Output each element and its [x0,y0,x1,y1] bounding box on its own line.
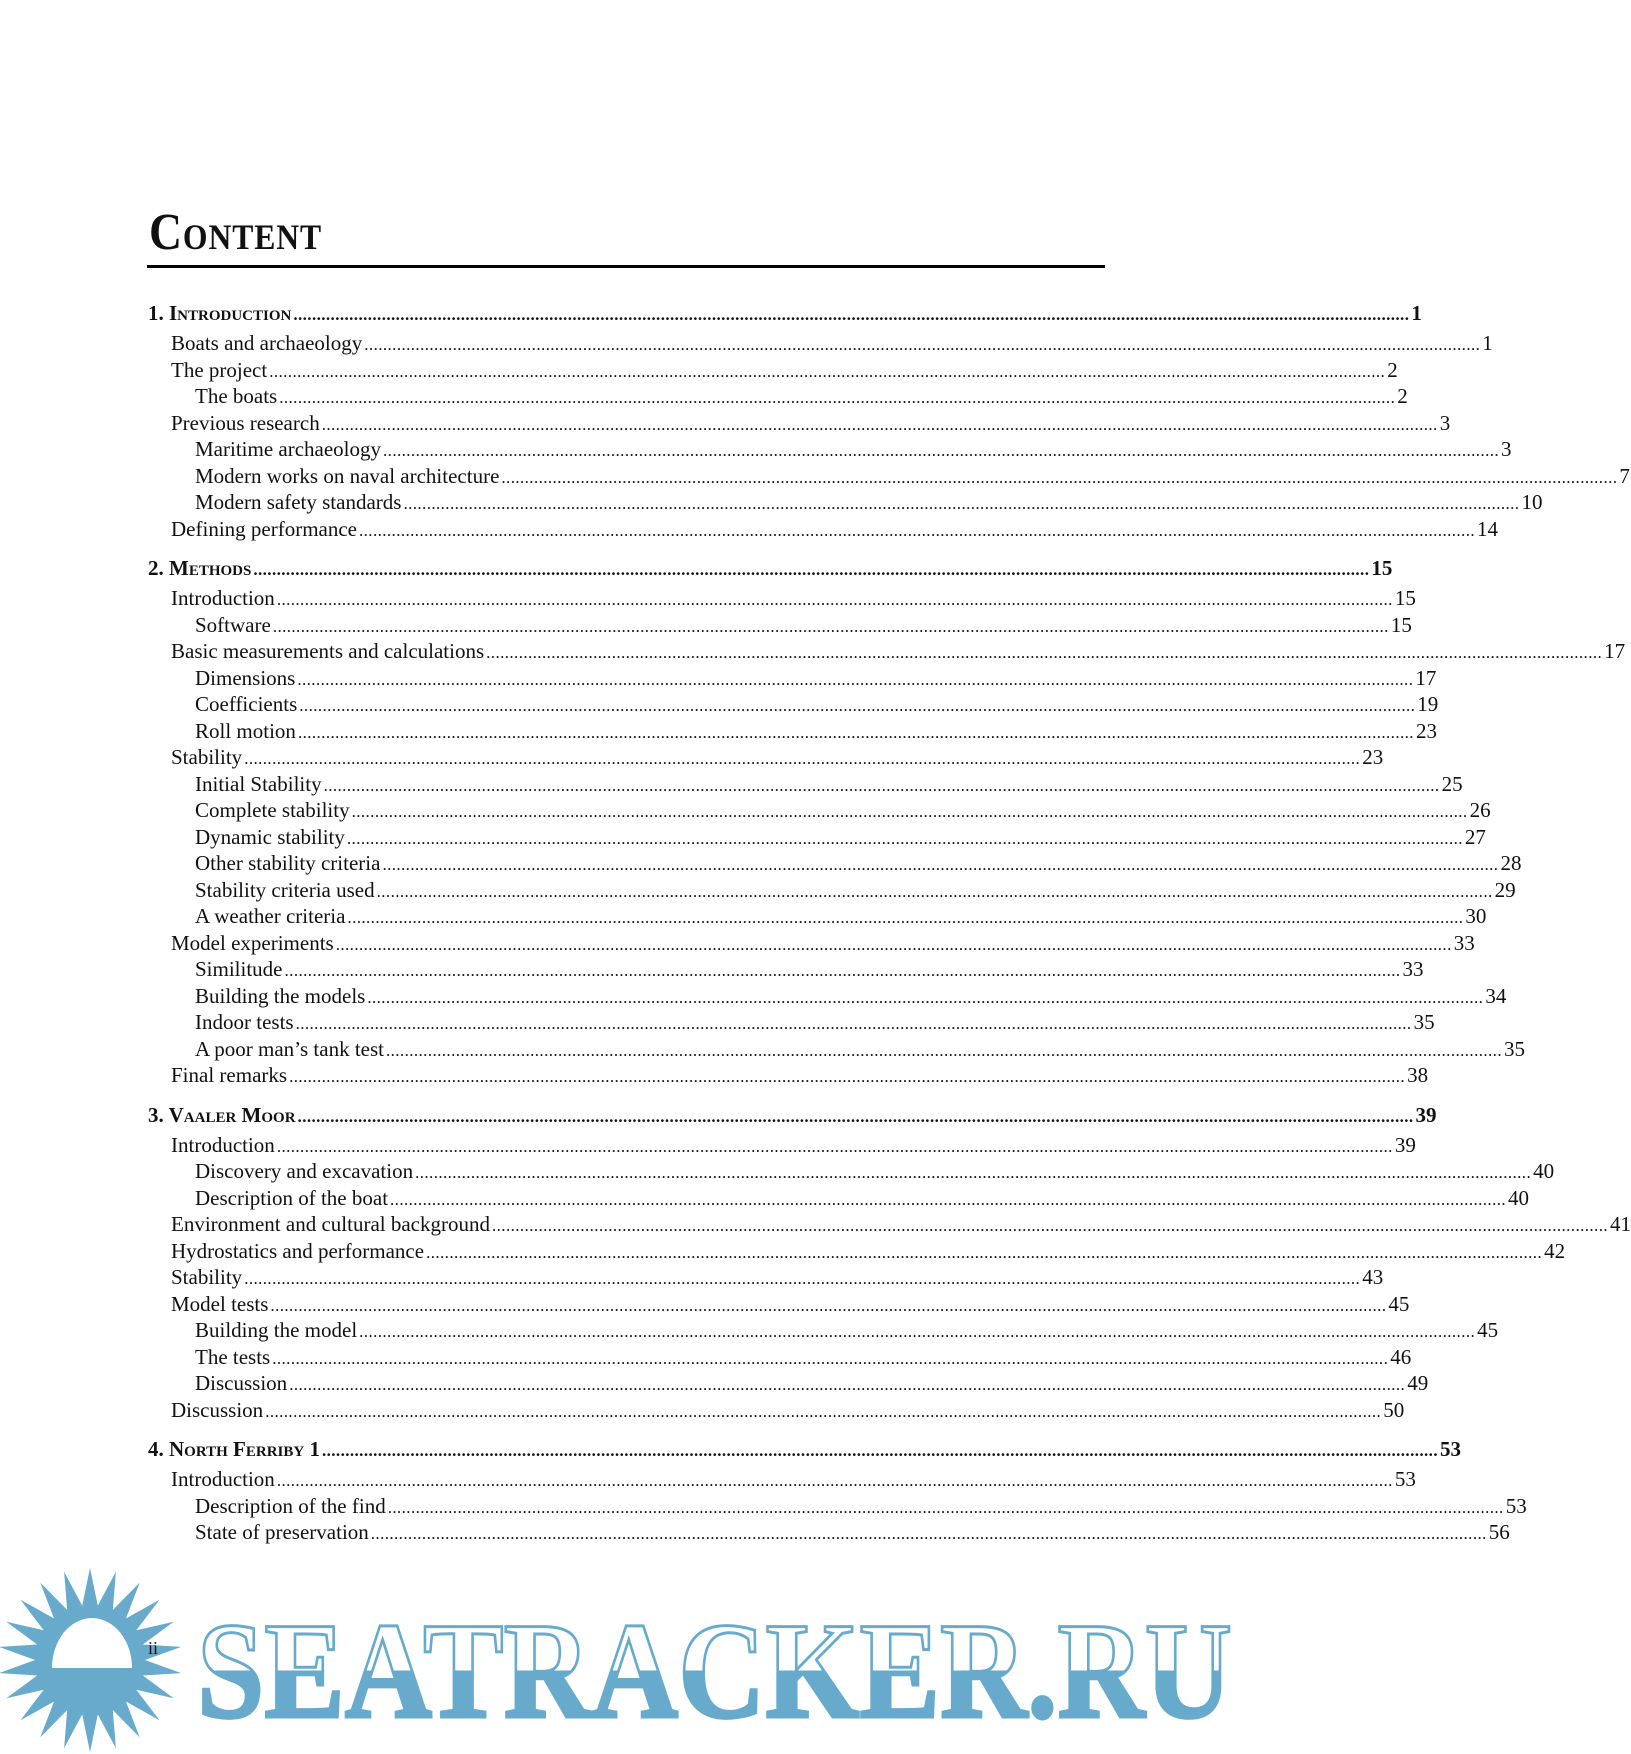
toc-page: 17 [1604,639,1626,663]
toc-page: 3 [1439,410,1451,435]
toc-entry[interactable] [148,691,1439,718]
toc-entry[interactable] [148,1185,1530,1212]
toc-page: 15 [1390,612,1412,637]
dot-leader [352,799,1468,826]
toc-entry[interactable] [148,824,1486,851]
dot-leader [501,465,1617,492]
dot-leader [486,640,1602,667]
toc-label: Modern safety standards [195,490,402,514]
toc-entry[interactable] [148,1264,1384,1291]
toc-entry[interactable] [148,903,1487,930]
toc-chapter[interactable] [148,298,1422,328]
toc-page: 3 [1501,437,1512,461]
sun-icon [0,1568,181,1752]
dot-leader [322,1436,1438,1466]
dot-leader [492,1213,1608,1240]
dot-leader [347,905,1463,932]
toc-page: 10 [1521,490,1543,514]
toc-label: Roll motion [195,718,296,743]
toc-label: Description of the boat [195,1185,389,1210]
toc-label: A weather criteria [195,904,346,928]
toc-label: Stability [171,1265,243,1289]
dot-leader [359,518,1475,545]
toc-entry[interactable] [148,1036,1525,1063]
page-number: ii [148,1638,159,1658]
toc-page: 41 [1610,1212,1631,1236]
toc-label: 2. Methods [148,556,252,580]
toc-page: 45 [1477,1318,1499,1342]
toc-entry[interactable] [148,1158,1555,1185]
dot-leader [244,1266,1360,1293]
dot-leader [253,555,1369,585]
toc-page: 50 [1383,1397,1405,1422]
dot-leader [296,1011,1412,1038]
toc-page: 40 [1508,1185,1530,1210]
toc-label: Environment and cultural background [171,1212,490,1236]
dot-leader [269,359,1385,386]
dot-leader [285,958,1401,985]
toc-page: 33 [1453,930,1475,955]
toc-page: 53 [1505,1493,1527,1518]
toc-page: 34 [1485,983,1507,1008]
toc-label: Discovery and excavation [195,1159,414,1183]
toc-entry[interactable] [148,1493,1527,1520]
toc-label: Model tests [171,1291,269,1316]
toc-entry[interactable] [148,1397,1405,1424]
toc-label: A poor man’s tank test [195,1036,384,1061]
toc-label: Final remarks [171,1063,288,1087]
toc-label: Modern works on naval architecture [195,463,500,488]
toc-entry[interactable] [148,1062,1429,1089]
dot-leader [279,385,1395,412]
toc-entry[interactable] [148,1291,1410,1318]
toc-entry[interactable] [148,1519,1510,1546]
toc-label: Indoor tests [195,1010,294,1034]
toc-chapter[interactable] [148,1100,1437,1130]
toc-label: Defining performance [171,516,357,541]
toc-label: Introduction [171,586,275,610]
toc-page: 39 [1394,1132,1416,1157]
toc-label: Previous research [171,410,320,435]
toc-page: 25 [1441,771,1463,796]
dot-leader [388,1495,1504,1522]
dot-leader [299,693,1415,720]
toc-label: Introduction [171,1467,275,1491]
toc-label: Discussion [195,1371,288,1395]
toc-label: 4. North Ferriby 1 [148,1437,320,1461]
dot-leader [383,438,1499,465]
toc-page: 7 [1619,463,1630,488]
toc-entry[interactable] [148,410,1451,437]
title-rule [147,265,1105,268]
dot-leader [364,332,1480,359]
toc-entry[interactable] [148,744,1384,771]
toc-page: 43 [1362,1265,1384,1289]
dot-leader [403,491,1519,518]
dot-leader [270,1293,1386,1320]
dot-leader [359,1319,1475,1346]
dot-leader [273,614,1389,641]
dot-leader [347,826,1463,853]
toc-page: 49 [1407,1371,1429,1395]
toc-entry[interactable] [148,956,1424,983]
toc-label: Description of the find [195,1493,386,1518]
toc-label: Complete stability [195,798,350,822]
toc-entry[interactable] [148,983,1507,1010]
toc-label: Building the model [195,1318,358,1342]
dot-leader [336,932,1452,959]
toc-entry[interactable] [148,383,1408,410]
dot-leader [277,1468,1393,1495]
dot-leader [324,773,1440,800]
toc-page: 23 [1415,718,1437,743]
dot-leader [386,1038,1502,1065]
toc-page: 2 [1387,357,1398,382]
toc-page: 42 [1544,1238,1566,1263]
toc-page: 15 [1371,556,1393,580]
toc-page: 14 [1477,516,1498,541]
toc-entry[interactable] [148,1370,1429,1397]
toc-page: 1 [1482,331,1493,355]
toc-entry[interactable] [148,1132,1416,1159]
toc-page: 29 [1494,877,1516,902]
dot-leader [377,879,1493,906]
toc-page: 45 [1388,1291,1410,1316]
toc-page: 30 [1465,904,1487,928]
toc-label: Boats and archaeology [171,331,363,355]
toc-label: Discussion [171,1397,264,1422]
toc-entry[interactable] [148,638,1626,665]
toc-chapter[interactable] [148,1434,1461,1464]
toc-entry[interactable] [148,771,1463,798]
toc-label: State of preservation [195,1520,369,1544]
toc-entry[interactable] [148,489,1543,516]
toc-page: 46 [1390,1344,1412,1369]
toc-page: 56 [1488,1520,1510,1544]
toc-entry[interactable] [148,1466,1416,1493]
toc-entry[interactable] [148,665,1437,692]
dot-leader [415,1160,1531,1187]
dot-leader [289,1372,1405,1399]
toc-entry[interactable] [148,877,1516,904]
toc-entry[interactable] [148,718,1437,745]
dot-leader [298,1102,1414,1132]
dot-leader [272,1346,1388,1373]
toc-page: 53 [1394,1467,1416,1491]
toc-label: Similitude [195,957,283,981]
dot-leader [277,587,1393,614]
table-of-contents [148,298,1631,1546]
toc-page: 33 [1402,957,1424,981]
dot-leader [371,1521,1487,1548]
toc-entry[interactable] [148,1317,1499,1344]
toc-page: 19 [1417,692,1439,716]
toc-page: 28 [1500,851,1522,875]
toc-page: 1 [1411,301,1422,325]
toc-label: The tests [195,1344,271,1369]
dot-leader [322,412,1438,439]
toc-label: Other stability criteria [195,851,381,875]
toc-entry[interactable] [148,585,1416,612]
toc-entry[interactable] [148,850,1522,877]
toc-page: 40 [1533,1159,1555,1183]
toc-label: Building the models [195,983,366,1008]
dot-leader [244,746,1360,773]
toc-page: 39 [1415,1102,1437,1127]
toc-entry[interactable] [148,330,1493,357]
toc-label: Stability criteria used [195,877,375,902]
toc-label: Software [195,612,271,637]
toc-label: The boats [195,384,278,408]
toc-entry[interactable] [148,612,1412,639]
watermark-logo [0,1565,1240,1754]
toc-page: 53 [1439,1437,1461,1461]
toc-entry[interactable] [148,436,1512,463]
dot-leader [367,985,1483,1012]
toc-label: Model experiments [171,930,334,955]
toc-entry[interactable] [148,1238,1566,1265]
toc-entry[interactable] [148,1211,1631,1238]
toc-entry[interactable] [148,516,1498,543]
toc-page: 17 [1415,665,1437,690]
toc-page: 38 [1407,1063,1429,1087]
toc-label: Coefficients [195,692,298,716]
toc-label: Dynamic stability [195,824,345,849]
dot-leader [289,1064,1405,1091]
dot-leader [293,300,1409,330]
toc-page: 23 [1362,745,1384,769]
toc-page: 35 [1413,1010,1435,1034]
dot-leader [297,667,1413,694]
toc-entry[interactable] [148,1009,1435,1036]
dot-leader [390,1187,1506,1214]
dot-leader [265,1399,1381,1426]
dot-leader [277,1134,1393,1161]
toc-page: 35 [1503,1036,1525,1061]
toc-label: Stability [171,745,243,769]
toc-label: Maritime archaeology [195,437,382,461]
toc-entry[interactable] [148,930,1475,957]
toc-page: 2 [1397,384,1408,408]
toc-chapter[interactable] [148,553,1393,583]
toc-page: 27 [1464,824,1486,849]
dot-leader [426,1240,1542,1267]
toc-entry[interactable] [148,797,1491,824]
watermark-text: SEATRACKER.RU [197,1594,1232,1747]
toc-label: Dimensions [195,665,296,690]
toc-label: 1. Introduction [148,301,292,325]
toc-label: Introduction [171,1132,275,1157]
dot-leader [298,720,1414,747]
toc-label: The project [171,357,268,382]
toc-entry[interactable] [148,1344,1412,1371]
toc-label: Hydrostatics and performance [171,1238,425,1263]
toc-label: 3. Vaaler Moor [148,1102,296,1127]
toc-label: Basic measurements and calculations [171,639,485,663]
toc-page: 26 [1469,798,1491,822]
toc-entry[interactable] [148,357,1398,384]
toc-page: 15 [1394,586,1416,610]
dot-leader [382,852,1498,879]
page-title: Content [149,204,323,261]
toc-label: Initial Stability [195,771,322,796]
toc-entry[interactable] [148,463,1630,490]
